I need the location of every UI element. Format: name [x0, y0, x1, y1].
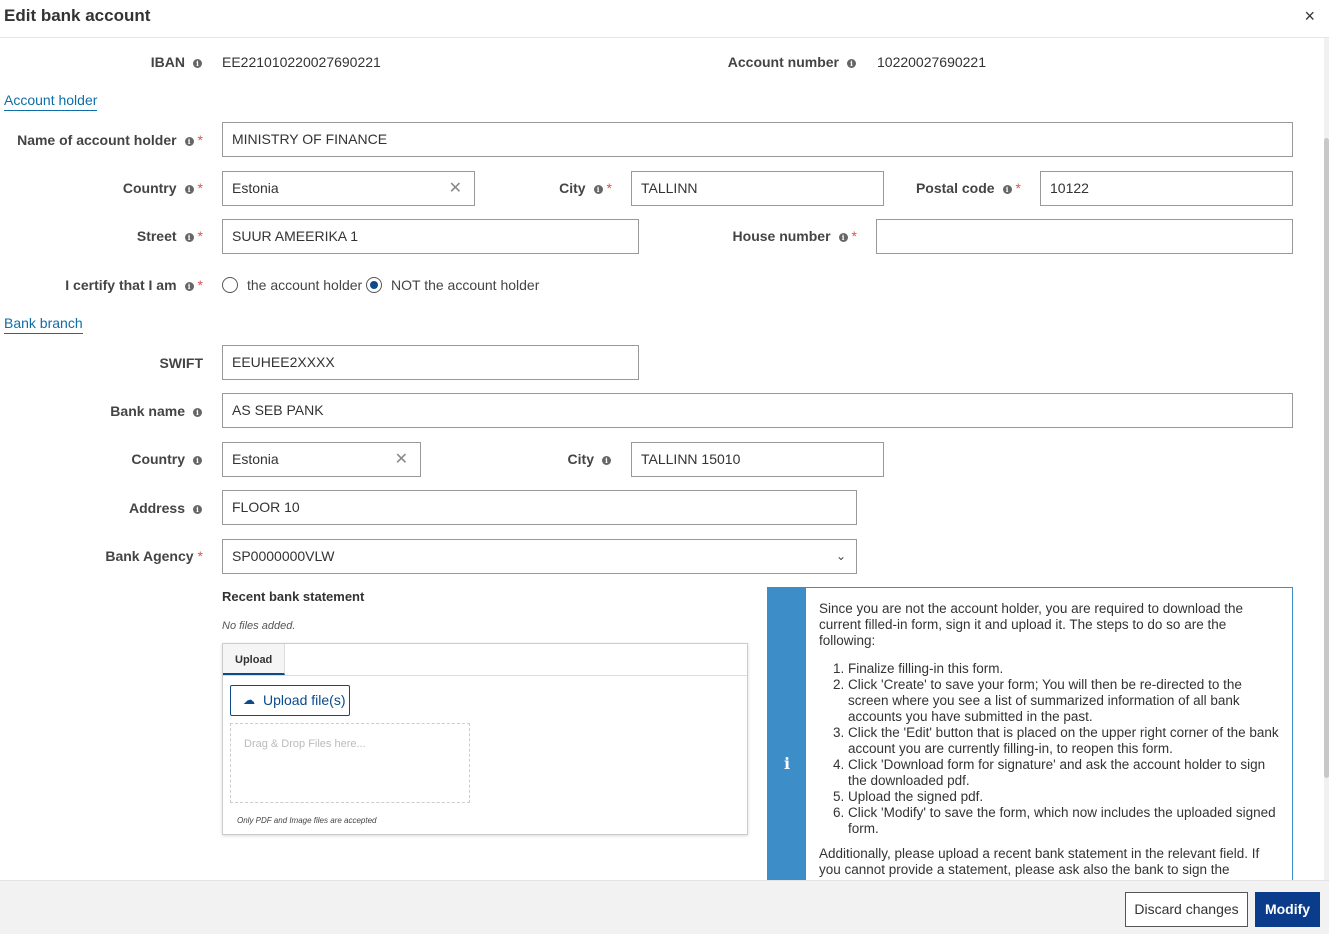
info-icon: i	[185, 137, 194, 146]
holder-house-label: House number i *	[732, 228, 857, 244]
holder-city-input[interactable]: TALLINN	[631, 171, 884, 206]
section-bank-branch[interactable]: Bank branch	[4, 315, 83, 334]
holder-name-input[interactable]: MINISTRY OF FINANCE	[222, 122, 1293, 157]
drop-zone[interactable]: Drag & Drop Files here...	[230, 723, 470, 803]
bank-name-input[interactable]: AS SEB PANK	[222, 393, 1293, 428]
info-steps	[848, 661, 1279, 837]
info-panel-bar	[768, 588, 806, 886]
branch-city-input[interactable]: TALLINN 15010	[631, 442, 884, 477]
section-account-holder[interactable]: Account holder	[4, 92, 97, 111]
scrollbar[interactable]	[1324, 38, 1329, 880]
holder-country-label: Country i *	[122, 180, 203, 196]
info-step: 5. Upload the signed pdf.	[848, 789, 1279, 805]
info-outro: Additionally, please upload a recent bank statement in the relevant field. If you cannot provide a statement, please ask also the bank to sign the	[819, 846, 1260, 877]
holder-postal-label: Postal code i *	[915, 180, 1021, 196]
upload-tabs	[223, 644, 747, 676]
radio-account-holder[interactable]: the account holder	[222, 277, 362, 293]
info-step: 6. Click 'Modify' to save the form, which now includes the uploaded signed form.	[848, 805, 1279, 837]
radio-button[interactable]	[222, 277, 238, 293]
upload-panel	[222, 643, 748, 835]
info-step: 4. Click 'Download form for signature' and ask the account holder to sign the downloaded pdf.	[848, 757, 1279, 789]
clear-icon[interactable]: ✕	[448, 180, 462, 197]
account-number-value: 10220027690221	[877, 54, 987, 70]
holder-house-input[interactable]	[876, 219, 1293, 254]
info-icon: i	[783, 754, 791, 773]
holder-postal-input[interactable]: 10122	[1040, 171, 1293, 206]
info-icon: i	[847, 59, 856, 68]
discard-changes-button[interactable]: Discard changes	[1125, 892, 1248, 927]
cloud-upload-icon: ☁	[243, 693, 255, 707]
info-icon: i	[185, 282, 194, 291]
no-files-text: No files added.	[222, 620, 296, 632]
iban-label: IBAN i	[120, 54, 202, 70]
accepted-files-note: Only PDF and Image files are accepted	[237, 816, 377, 825]
account-number-label: Account number i	[700, 54, 856, 70]
info-step: 2. Click 'Create' to save your form; You will then be re-directed to the screen where you see a list of summarized information of all bank accounts you have submitted in the past.	[848, 677, 1279, 725]
info-step: 3. Click the 'Edit' button that is placed on the upper right corner of the bank account you are currently filling-in, to reopen this form.	[848, 725, 1279, 757]
upload-files-button[interactable]: ☁ Upload file(s)	[230, 685, 350, 716]
info-icon: i	[1003, 185, 1012, 194]
info-panel-text	[819, 601, 1279, 878]
branch-address-input[interactable]: FLOOR 10	[222, 490, 857, 525]
bank-agency-label: Bank Agency *	[105, 548, 203, 564]
holder-city-label: City i *	[559, 180, 612, 196]
bank-agency-select[interactable]: SP0000000VLW ⌄	[222, 539, 857, 574]
info-intro: Since you are not the account holder, you are required to download the current filled-in form, sign it and upload it. The steps to do so are the following:	[819, 601, 1244, 648]
swift-label: SWIFT	[159, 355, 203, 371]
info-icon: i	[193, 505, 202, 514]
iban-value: EE221010220027690221	[222, 54, 381, 70]
info-icon: i	[193, 59, 202, 68]
holder-country-select[interactable]: Estonia ✕	[222, 171, 475, 206]
bank-name-label: Bank name i	[60, 403, 202, 419]
radio-not-account-holder[interactable]: NOT the account holder	[366, 277, 539, 293]
scrollbar-thumb[interactable]	[1324, 138, 1329, 778]
chevron-down-icon[interactable]: ⌄	[835, 549, 846, 563]
info-step: 1. Finalize filling-in this form.	[848, 661, 1279, 677]
statement-title: Recent bank statement	[222, 589, 365, 604]
certify-label: I certify that I am i *	[65, 277, 203, 293]
info-icon: i	[193, 408, 202, 417]
holder-name-label: Name of account holder i *	[17, 132, 203, 148]
radio-button-selected[interactable]	[366, 277, 382, 293]
branch-country-label: Country i	[80, 451, 202, 467]
branch-city-label: City i	[520, 451, 611, 467]
info-icon: i	[594, 185, 603, 194]
branch-address-label: Address i	[80, 500, 202, 516]
dialog-header	[0, 0, 1329, 38]
swift-input[interactable]: EEUHEE2XXXX	[222, 345, 639, 380]
close-icon[interactable]: ×	[1304, 6, 1315, 26]
branch-country-select[interactable]: Estonia ✕	[222, 442, 421, 477]
dialog-footer	[0, 880, 1329, 934]
tab-upload[interactable]: Upload	[223, 644, 285, 675]
info-icon: i	[193, 456, 202, 465]
modify-button[interactable]: Modify	[1255, 892, 1320, 927]
info-icon: i	[185, 233, 194, 242]
dialog-title: Edit bank account	[4, 6, 151, 25]
info-icon: i	[185, 185, 194, 194]
info-icon: i	[602, 456, 611, 465]
holder-street-label: Street i *	[136, 228, 203, 244]
info-icon: i	[839, 233, 848, 242]
holder-street-input[interactable]: SUUR AMEERIKA 1	[222, 219, 639, 254]
clear-icon[interactable]: ✕	[394, 451, 408, 468]
info-panel	[767, 587, 1293, 887]
